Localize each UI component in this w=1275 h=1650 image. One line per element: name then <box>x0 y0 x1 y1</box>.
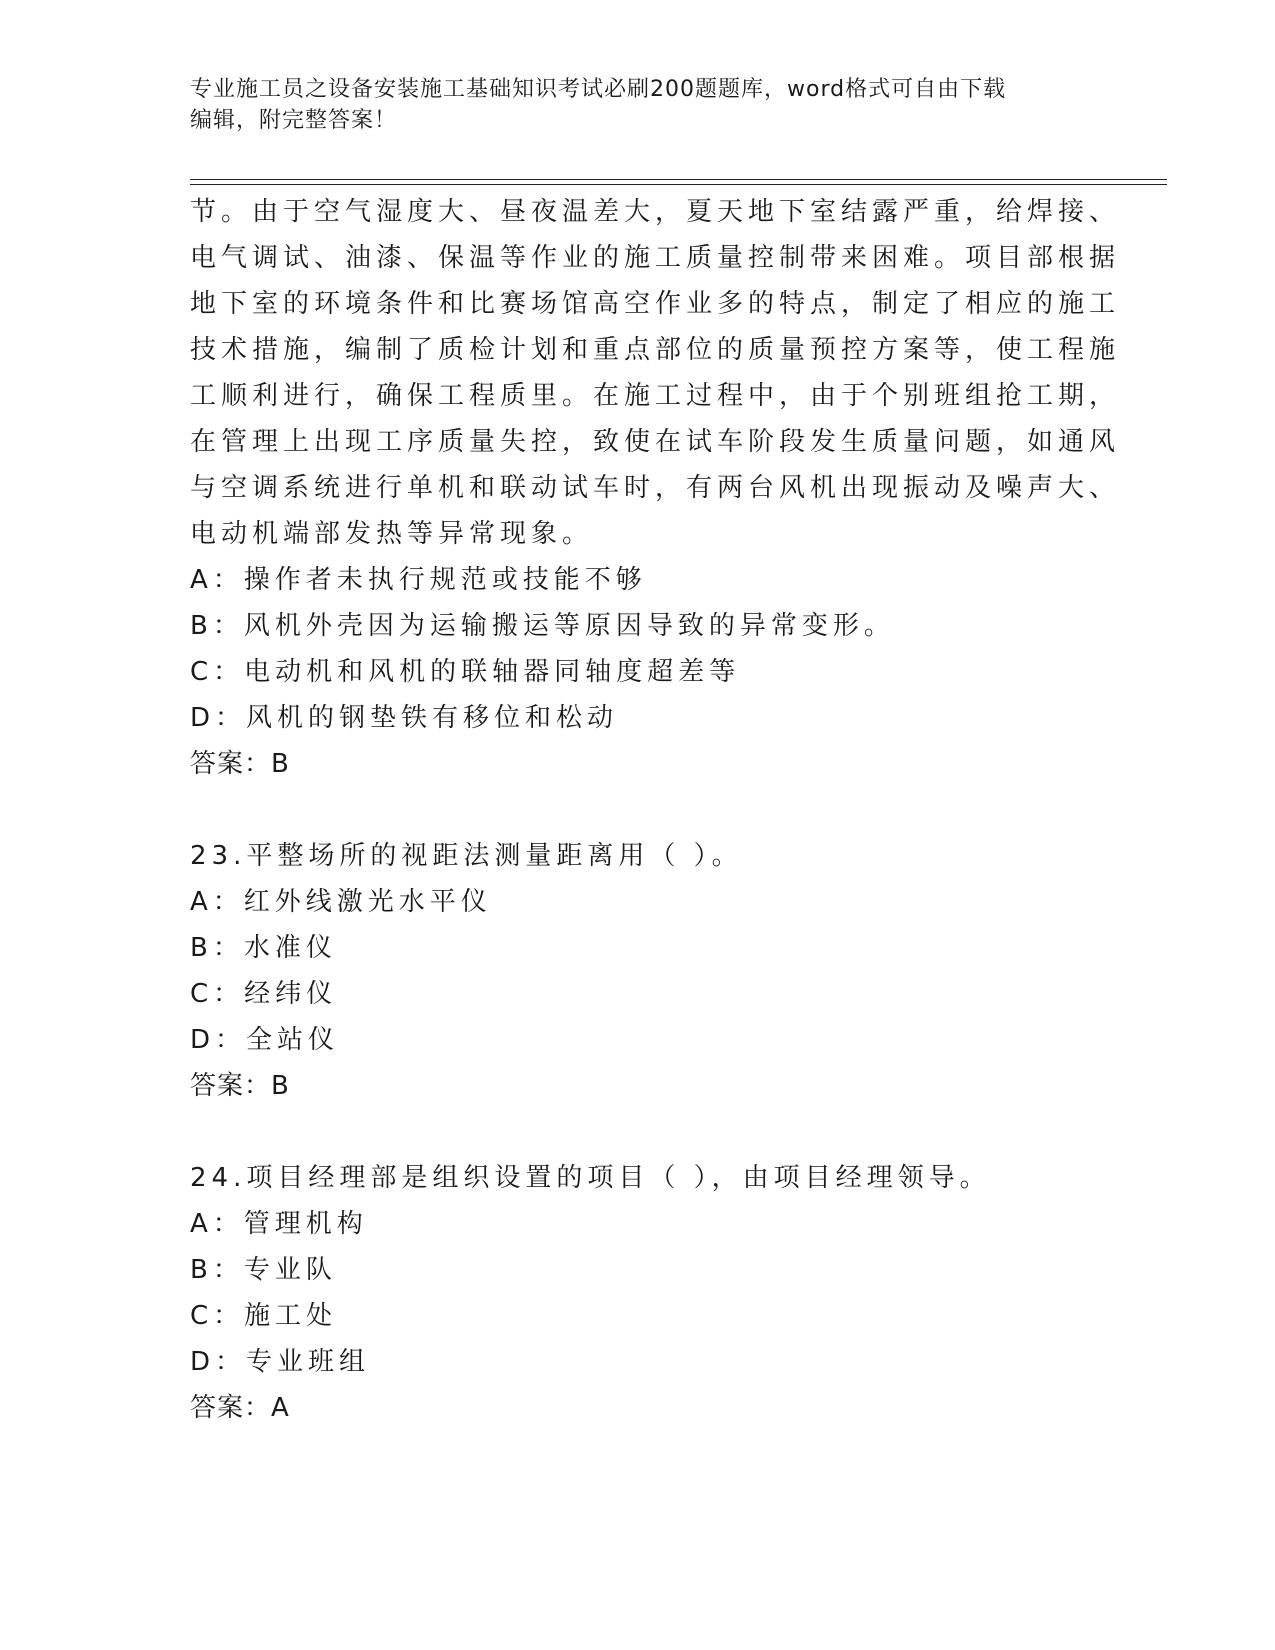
option-d: D：专业班组 <box>190 1347 371 1377</box>
option-c: C：电动机和风机的联轴器同轴度超差等 <box>190 657 741 687</box>
passage-line: 在管理上出现工序质量失控，致使在试车阶段发生质量问题，如通风 <box>190 427 1121 457</box>
question-spacer <box>190 1109 1090 1155</box>
question-spacer <box>190 787 1090 833</box>
option-a: A：操作者未执行规范或技能不够 <box>190 565 647 595</box>
option-b: B：专业队 <box>190 1255 337 1285</box>
passage-line: 工顺利进行，确保工程质里。在施工过程中，由于个别班组抢工期， <box>190 381 1121 411</box>
passage-line: 电气调试、油漆、保温等作业的施工质量控制带来困难。项目部根据 <box>190 243 1121 273</box>
question-24 <box>190 1155 1090 1431</box>
document-header <box>190 74 1090 136</box>
passage-line: 节。由于空气湿度大、昼夜温差大，夏天地下室结露严重，给焊接、 <box>190 197 1121 227</box>
passage-line: 电动机端部发热等异常现象。 <box>190 519 594 549</box>
header-divider-top <box>190 179 1167 180</box>
question-22-continuation <box>190 189 1121 787</box>
header-divider-bottom <box>190 184 1167 185</box>
answer-line: 答案：B <box>190 749 290 779</box>
question-23 <box>190 833 1090 1109</box>
passage-line: 与空调系统进行单机和联动试车时，有两台风机出现振动及噪声大、 <box>190 473 1121 503</box>
option-b: B：水准仪 <box>190 933 337 963</box>
option-c: C：经纬仪 <box>190 979 338 1009</box>
header-title-line-1: 专业施工员之设备安装施工基础知识考试必刷200题题库，word格式可自由下载 <box>190 77 1007 102</box>
answer-line: 答案：A <box>190 1393 290 1423</box>
option-d: D：全站仪 <box>190 1025 340 1055</box>
document-body <box>190 189 1121 1431</box>
option-a: A：红外线激光水平仪 <box>190 887 492 917</box>
option-a: A：管理机构 <box>190 1209 368 1239</box>
answer-line: 答案：B <box>190 1071 290 1101</box>
passage-line: 技术措施，编制了质检计划和重点部位的质量预控方案等，使工程施 <box>190 335 1121 365</box>
option-c: C：施工处 <box>190 1301 338 1331</box>
question-stem: 23.平整场所的视距法测量距离用（ ）。 <box>190 841 743 871</box>
header-title-line-2: 编辑，附完整答案！ <box>190 108 398 133</box>
option-d: D：风机的钢垫铁有移位和松动 <box>190 703 619 733</box>
passage-line: 地下室的环境条件和比赛场馆高空作业多的特点，制定了相应的施工 <box>190 289 1121 319</box>
question-stem: 24.项目经理部是组织设置的项目（ ），由项目经理领导。 <box>190 1163 991 1193</box>
option-b: B：风机外壳因为运输搬运等原因导致的异常变形。 <box>190 611 895 641</box>
